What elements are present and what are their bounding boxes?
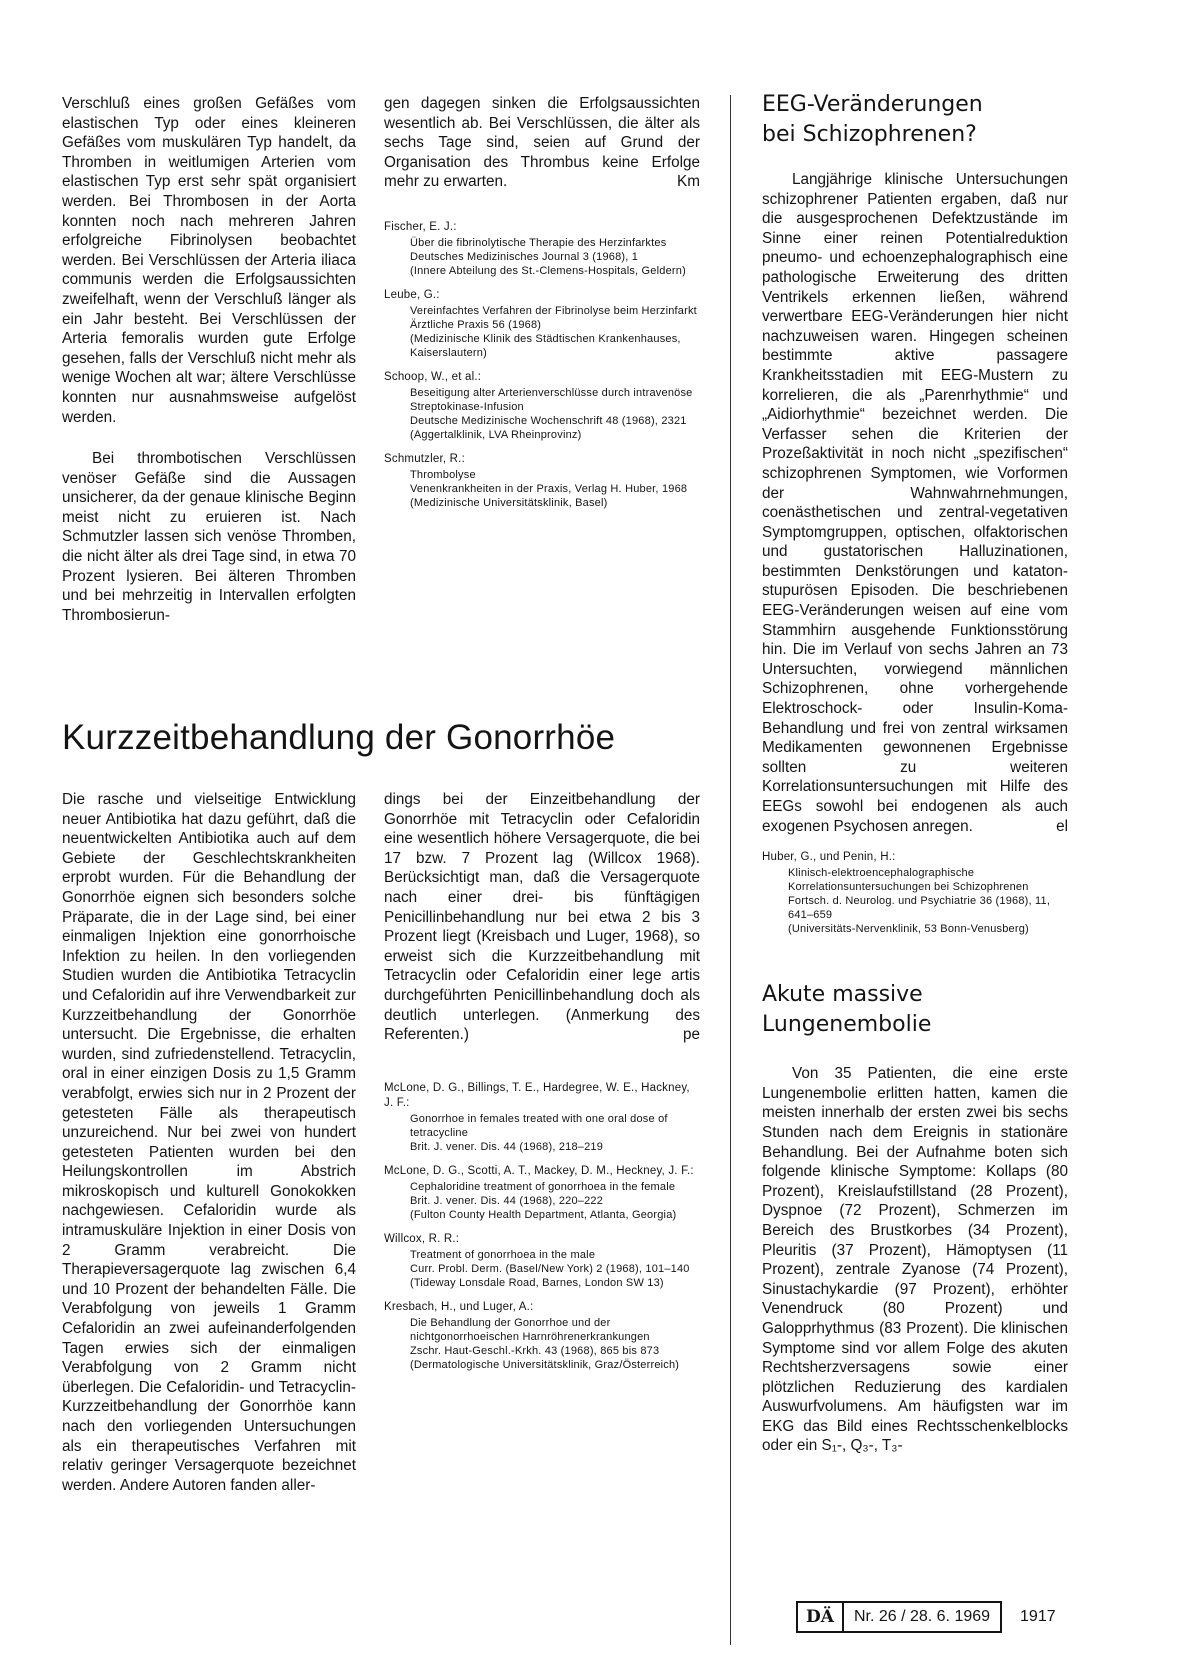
reference-author: Fischer, E. J.: — [384, 220, 457, 233]
article-title: Kurzzeitbehandlung der Gonorrhöe — [62, 718, 616, 757]
reference-line: Über die fibrinolytische Therapie des Herzinfarktes — [410, 236, 667, 249]
column-2-bottom — [384, 790, 700, 1382]
reference-line: Fortsch. d. Neurolog. und Psychiatrie 36 (1968), 11, 641–659 — [788, 895, 1051, 922]
issue-box — [796, 1601, 1002, 1633]
reference-entry — [384, 452, 700, 510]
reference-line: Deutsche Medizinische Wochenschrift 48 (1968), 2321 — [410, 414, 687, 427]
author-signature: el — [1056, 817, 1068, 835]
body-paragraph — [384, 94, 700, 192]
reference-entry — [762, 850, 1068, 936]
reference-entry — [384, 220, 700, 278]
reference-author: Schoop, W., et al.: — [384, 370, 482, 383]
reference-line: Die Behandlung der Gonorrhoe und der nichtgonorrhoeischen Harnröhrenerkrankungen — [410, 1316, 650, 1343]
reference-line: Brit. J. vener. Dis. 44 (1968), 218–219 — [410, 1140, 604, 1153]
column-3 — [762, 90, 1068, 1478]
reference-line: Thrombolyse — [410, 468, 476, 481]
reference-line: Cephaloridine treatment of gonorrhoea in the female — [410, 1180, 676, 1193]
reference-line: (Medizinische Universitätsklinik, Basel) — [410, 496, 608, 509]
reference-line: (Tideway Lonsdale Road, Barnes, London SW 13) — [410, 1276, 664, 1289]
title-line: EEG-Veränderungen — [762, 92, 983, 117]
references-list — [384, 220, 700, 510]
reference-line: Ärztliche Praxis 56 (1968) — [410, 318, 542, 331]
reference-author: Leube, G.: — [384, 288, 440, 301]
reference-line: Gonorrhoe in females treated with one oral dose of tetracycline — [410, 1112, 668, 1139]
reference-author: McLone, D. G., Scotti, A. T., Mackey, D. M., Heckney, J. F.: — [384, 1164, 694, 1177]
reference-line: (Aggertalklinik, LVA Rheinprovinz) — [410, 428, 582, 441]
reference-line: Deutsches Medizinisches Journal 3 (1968), 1 — [410, 250, 639, 263]
column-2-top — [384, 94, 700, 520]
reference-entry — [384, 1300, 700, 1372]
body-text: Langjährige klinische Untersuchungen schizophrener Patienten ergaben, daß nur die ausgesprochenen Defektzustände im Sinne einer reinen Potentialreduktion pneumo- und echoenzephalographisch eine pathologische Erweiterung des dritten Ventrikels erkennen ließen, während verwertbare EEG-Veränderungen hier nicht nachzuweisen waren. Hingegen scheinen bestimmte aktive passagere Krankheitsstadien mit EEG-Mustern zu korrelieren, die als „Parenrhythmie“ und „Aidiorhythmie“ bezeichnet werden. Die Verfasser sehen die Kriterien der Prozeßaktivität in noch nicht „spezifischen“ schizophrenen Symptomen, wie Vorformen der Wahnwahrnehmungen, coenästhetischen und zentral-vegetativen Symptomgruppen, optischen, olfaktorischen und gustatorischen Halluzinationen, bestimmten Denkstörungen und kataton-stupurösen Episoden. Die beschriebenen EEG-Veränderungen weisen auf eine vom Stammhirn ausgehende Funktionsstörung hin. Die im Verlauf von sechs Jahren an 73 Untersuchten, vorwiegend männlichen Schizophrenen, ohne vorhergehende Elektroschock- oder Insulin-Koma-Behandlung und frei von zentral wirksamen Medikamenten gewonnenen Ergebnisse sollten zu weiteren Korrelationsuntersuchungen mit Hilfe des EEGs sowohl bei endogenen als auch exogenen Psychosen anregen. — [762, 171, 1068, 835]
reference-line: Zschr. Haut-Geschl.-Krkh. 43 (1968), 865 bis 873 — [410, 1344, 660, 1357]
reference-line: Beseitigung alter Arterienverschlüsse durch intravenöse Streptokinase-Infusion — [410, 386, 693, 413]
reference-line: Klinisch-elektroencephalographische Korrelationsuntersuchungen bei Schizophrenen — [788, 867, 1029, 894]
reference-line: Treatment of gonorrhoea in the male — [410, 1248, 596, 1261]
reference-entry — [384, 370, 700, 442]
body-paragraph — [384, 790, 700, 1045]
reference-line: (Innere Abteilung des St.-Clemens-Hospitals, Geldern) — [410, 264, 686, 277]
body-paragraph: Von 35 Patienten, die eine erste Lungenembolie erlitten hatten, kamen die meisten innerhalb der ersten zwei bis sechs Stunden nach dem Ereignis in stationäre Behandlung. Bei der Aufnahme boten sich folgende klinische Symptome: Kollaps (80 Prozent), Kreislaufstillstand (28 Prozent), Dyspnoe (72 Prozent), Schmerzen im Bereich des Brustkorbes (34 Prozent), Pleuritis (37 Prozent), Hämoptysen (11 Prozent), zentrale Zyanose (74 Prozent), Sinustachykardie (97 Prozent), erhöhter Venendruck (80 Prozent) und Galopprhythmus (83 Prozent). Die klinischen Symptome sind vor allem Folge des akuten Rechtsherzversagens sowie einer plötzlichen Reduzierung des kardialen Auswurfvolumens. Am häufigsten war im EKG das Bild eines Rechtsschenkelblocks oder ein S₁-, Q₃-, T₃- — [762, 1065, 1068, 1455]
reference-author: McLone, D. G., Billings, T. E., Hardegree, W. E., Hackney, J. F.: — [384, 1081, 690, 1109]
references-list — [762, 850, 1068, 936]
reference-line: Venenkrankheiten in der Praxis, Verlag H. Huber, 1968 — [410, 482, 688, 495]
reference-line: (Universitäts-Nervenklinik, 53 Bonn-Venusberg) — [788, 923, 1029, 936]
reference-author: Kresbach, H., und Luger, A.: — [384, 1300, 534, 1313]
journal-logo: DÄ — [798, 1603, 844, 1631]
reference-line: (Fulton County Health Department, Atlanta, Georgia) — [410, 1208, 677, 1221]
body-text: gen dagegen sinken die Erfolgsaussichten wesentlich ab. Bei Verschlüssen, die älter als sechs Tage sind, seien auf Grund der Organisation des Thrombus keine Erfolge mehr zu erwarten. — [384, 95, 700, 191]
column-divider — [730, 95, 731, 1645]
references-list — [384, 1081, 700, 1372]
reference-author: Willcox, R. R.: — [384, 1232, 460, 1245]
body-text: dings bei der Einzeitbehandlung der Gonorrhöe mit Tetracyclin oder Cefaloridin eine wesentlich höhere Versagerquote, die bei 17 bzw. 7 Prozent lag (Willcox 1968). Berücksichtigt man, daß die Versagerquote nach einer drei- bis fünftägigen Penicillinbehandlung nur bei etwa 2 bis 3 Prozent liegt (Kreisbach und Luger, 1968), so erweist sich die Kurzzeitbehandlung mit Tetracyclin oder Cefaloridin einer lege artis durchgeführten Penicillinbehandlung doch als deutlich unterlegen. (Anmerkung des Referenten.) — [384, 791, 700, 1044]
reference-line: Curr. Probl. Derm. (Basel/New York) 2 (1968), 101–140 — [410, 1262, 690, 1275]
reference-entry — [384, 288, 700, 360]
reference-author: Huber, G., und Penin, H.: — [762, 851, 896, 864]
reference-entry — [384, 1081, 700, 1154]
author-signature: Km — [677, 173, 700, 191]
sidebar-article-title — [762, 980, 1068, 1040]
title-line: Akute massive — [762, 982, 923, 1008]
body-paragraph — [762, 170, 1068, 836]
author-signature: pe — [682, 1026, 700, 1044]
body-paragraph: Die rasche und vielseitige Entwicklung neuer Antibiotika hat dazu geführt, daß die neuentwickelten Antibiotika auch auf dem Gebiete der Geschlechtskrankheiten erprobt wurden. Für die Behandlung der Gonorrhöe eignen sich besonders solche Präparate, die in der Lage sind, bei einer einmaligen Injektion eine gonorrhoische Infektion zu heilen. In den vorliegenden Studien wurden die Antibiotika Tetracyclin und Cefaloridin auf ihre Verwendbarkeit zur Kurzzeitbehandlung der Gonorrhöe untersucht. Die Ergebnisse, die erhalten wurden, sind zufriedenstellend. Tetracyclin, oral in einer einzigen Dosis zu 1,5 Gramm verabfolgt, erwies sich nur in 2 Prozent der getesteten Fälle als therapeutisch unzureichend. Nur bei zwei von hundert getesteten Patienten wurden bei den Heilungskontrollen im Abstrich mikroskopisch und kulturell Gonokokken nachgewiesen. Cefaloridin wurde als intramuskuläre Injektion in einer Dosis von 2 Gramm verabreicht. Die Therapieversagerquote lag zwischen 6,4 und 10 Prozent der behandelten Fälle. Die Verabfolgung von jeweils 1 Gramm Cefaloridin an zwei aufeinanderfolgenden Tagen erwies sich der einmaligen Verabfolgung von 2 Gramm nicht überlegen. Die Cefaloridin- und Tetracyclin-Kurzzeitbehandlung der Gonorrhöe kann nach den vorliegenden Untersuchungen als ein therapeutisches Verfahren mit relativ geringer Versagerquote bezeichnet werden. Andere Autoren fanden aller- — [62, 791, 356, 1494]
reference-author: Schmutzler, R.: — [384, 452, 465, 465]
reference-line: (Dermatologische Universitätsklinik, Graz/Österreich) — [410, 1358, 680, 1371]
reference-line: (Medizinische Klinik des Städtischen Krankenhauses, Kaiserslautern) — [410, 332, 681, 359]
body-paragraph: Verschluß eines großen Gefäßes vom elastischen Typ oder eines kleineren Gefäßes vom muskulären Typ handelt, da Thromben in weitlumigen Arterien vom elastischen Typ erst sehr spät organisiert werden. Bei Thrombosen in der Aorta konnten noch nach mehreren Jahren erfolgreiche Fibrinolysen beobachtet werden. Bei Verschlüssen der Arteria iliaca communis werden die Erfolgsaussichten zweifelhaft, wenn der Verschluß länger als ein Jahr besteht. Bei Verschlüssen der Arteria femoralis wurden gute Erfolge gesehen, falls der Verschluß nicht mehr als wenige Wochen alt war; ältere Verschlüsse konnten nur ausnahmsweise aufgelöst werden. — [62, 95, 356, 426]
column-1-bottom — [62, 790, 356, 1517]
page-number: 1917 — [1020, 1608, 1056, 1625]
reference-line: Vereinfachtes Verfahren der Fibrinolyse beim Herzinfarkt — [410, 304, 697, 317]
page-footer — [796, 1601, 1056, 1633]
reference-entry — [384, 1164, 700, 1222]
body-paragraph: Bei thrombotischen Verschlüssen venöser Gefäße sind die Aussagen unsicherer, da der genaue klinische Beginn meist nicht zu eruieren ist. Nach Schmutzler lassen sich venöse Thromben, die nicht älter als drei Tage sind, in etwa 70 Prozent lysieren. Bei älteren Thromben und bei mehrzeitig in Intervallen erfolgten Thrombosierun- — [62, 450, 356, 624]
sidebar-article-title — [762, 90, 1068, 150]
reference-line: Brit. J. vener. Dis. 44 (1968), 220–222 — [410, 1194, 604, 1207]
reference-entry — [384, 1232, 700, 1290]
title-line: Lungenembolie — [762, 1012, 932, 1038]
issue-number: Nr. 26 / 28. 6. 1969 — [853, 1608, 991, 1625]
title-line: bei Schizophrenen? — [762, 122, 977, 147]
column-1-top — [62, 94, 356, 647]
